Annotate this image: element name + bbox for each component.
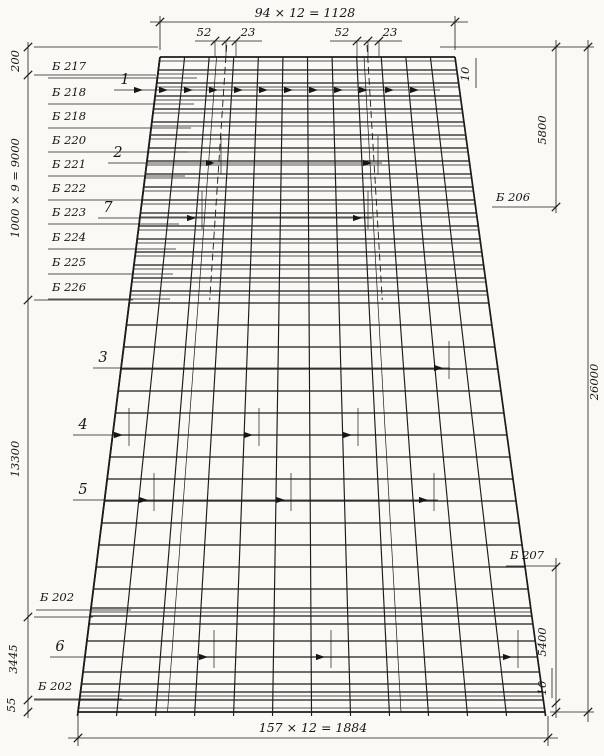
text-label: 23: [382, 25, 398, 39]
line: [234, 57, 259, 716]
arrow-icon: [159, 87, 168, 93]
dimension-top: [150, 5, 468, 50]
arrow-icon: [134, 87, 143, 93]
text-label: 5: [78, 482, 88, 498]
arrow-icon: [276, 497, 285, 503]
text-label: 4: [78, 417, 88, 433]
line: [357, 57, 390, 716]
text-label: 23: [240, 25, 256, 39]
text-label: 55: [4, 697, 18, 713]
text-label: Б 218: [52, 109, 87, 123]
text-label: 1: [120, 72, 130, 88]
arrow-icon: [259, 87, 268, 93]
text-label: 5400: [535, 627, 549, 657]
line: [332, 57, 350, 716]
line: [381, 57, 428, 716]
text-label: 10: [535, 680, 549, 696]
text-label: Б 220: [52, 133, 87, 147]
line: [156, 57, 210, 716]
text-label: 52: [334, 25, 350, 39]
text-label: 200: [8, 50, 22, 72]
arrow-icon: [284, 87, 293, 93]
text-label: 5800: [535, 115, 549, 145]
slab-outline: [78, 57, 545, 712]
dimension-bottom: [68, 716, 558, 746]
text-label: Б 202: [40, 590, 75, 604]
text-label: 3445: [6, 644, 20, 674]
arrow-icon: [434, 365, 443, 371]
text-label: Б 218: [52, 85, 87, 99]
arrow-icon: [234, 87, 243, 93]
line: [195, 57, 234, 716]
text-label: 157 × 12 = 1884: [258, 720, 368, 735]
arrow-icon: [187, 215, 196, 221]
arrow-icon: [410, 87, 419, 93]
arrow-icon: [359, 87, 368, 93]
text-label: 13300: [8, 440, 22, 478]
text-label: Б 225: [52, 255, 87, 269]
mesh-grid: [77, 41, 545, 716]
arrow-icon: [353, 215, 362, 221]
text-label: 1000 × 9 = 9000: [8, 138, 22, 238]
text-label: 2: [113, 145, 123, 161]
arrow-icon: [244, 432, 253, 438]
line: [364, 57, 401, 712]
arrow-icon: [385, 87, 394, 93]
text-label: Б 202: [38, 679, 73, 693]
arrow-icon: [343, 432, 352, 438]
arrow-icon: [419, 497, 428, 503]
arrow-icon: [114, 432, 123, 438]
arrow-icon: [334, 87, 343, 93]
text-label: Б 206: [496, 190, 531, 204]
text-label: 26000: [587, 363, 601, 401]
text-label: Б 217: [52, 59, 87, 73]
arrow-icon: [316, 654, 325, 660]
line: [273, 57, 283, 716]
text-label: 6: [55, 639, 65, 655]
arrow-icon: [209, 87, 218, 93]
arrow-icon: [503, 654, 512, 660]
line: [308, 57, 312, 716]
text-label: 52: [196, 25, 212, 39]
text-label: 10: [458, 66, 472, 82]
arrow-icon: [309, 87, 318, 93]
text-label: Б 224: [52, 230, 87, 244]
text-label: 7: [103, 200, 113, 216]
text-label: Б 222: [52, 181, 87, 195]
text-label: 94 × 12 = 1128: [254, 5, 356, 20]
text-label: Б 221: [52, 157, 87, 171]
line: [406, 57, 468, 716]
text-label: Б 207: [510, 548, 545, 562]
arrow-icon: [199, 654, 208, 660]
text-label: Б 226: [52, 280, 87, 294]
bar-labels-right: [492, 190, 556, 566]
text-label: 3: [98, 350, 108, 366]
dimension-right: [440, 40, 601, 722]
arrow-icon: [139, 497, 148, 503]
text-label: Б 223: [52, 205, 87, 219]
arrow-icon: [184, 87, 193, 93]
